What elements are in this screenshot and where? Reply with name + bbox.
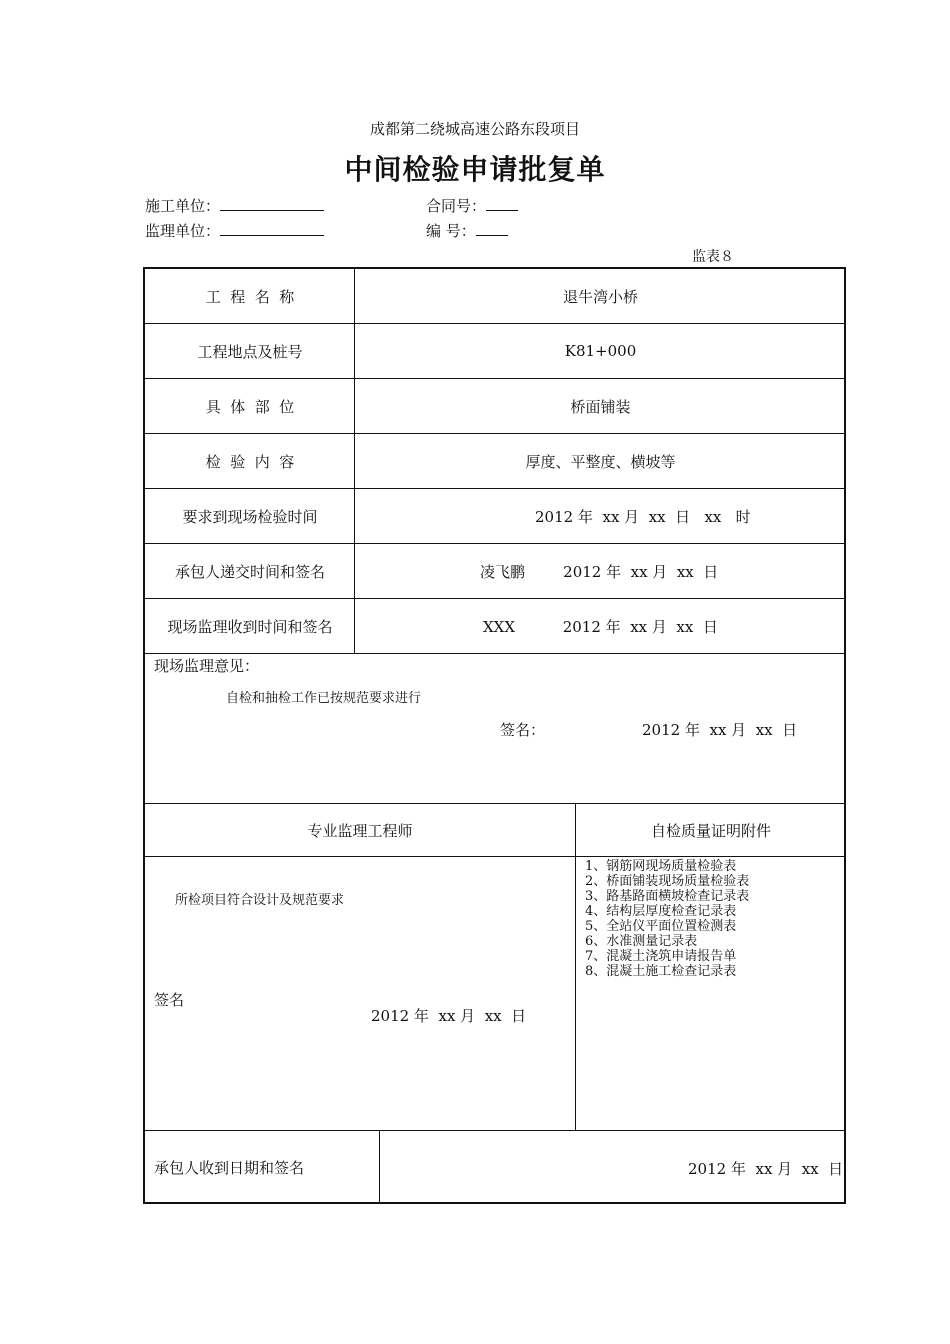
value-location[interactable]: K81+000	[564, 342, 637, 360]
label-part: 具 体 部 位	[205, 397, 295, 416]
form-number: 监表８	[692, 249, 734, 265]
label-inspection-time: 要求到现场检验时间	[182, 507, 318, 526]
site-opinion-text[interactable]: 自检和抽检工作已按规范要求进行	[226, 691, 422, 706]
value-part[interactable]: 桥面铺装	[570, 397, 631, 416]
attachments-list	[585, 859, 749, 979]
receipt-date[interactable]: 2012 年 xx 月 xx 日	[688, 1160, 844, 1178]
project-name: 成都第二绕城高速公路东段项目	[369, 120, 580, 138]
receipt-label: 承包人收到日期和签名	[154, 1159, 305, 1177]
engineer-header: 专业监理工程师	[307, 821, 413, 840]
value-content[interactable]: 厚度、平整度、横坡等	[525, 452, 676, 471]
contract-no-field	[426, 195, 518, 216]
approval-table	[143, 267, 846, 1204]
contractor-blank[interactable]	[220, 196, 324, 211]
attachment-item: 5、全站仪平面位置检测表	[585, 919, 737, 934]
contractor-label: 施工单位：	[145, 197, 221, 215]
attachment-item: 2、桥面铺装现场质量检验表	[585, 874, 750, 889]
row-divider	[145, 856, 844, 857]
label-location: 工程地点及桩号	[197, 342, 303, 361]
value-project-name[interactable]: 退牛湾小桥	[562, 287, 638, 306]
supervisor-field	[145, 220, 324, 241]
serial-no-label: 编 号：	[426, 222, 476, 240]
attachment-item: 6、水准测量记录表	[585, 934, 698, 949]
engineer-opinion[interactable]: 所检项目符合设计及规范要求	[175, 893, 345, 908]
serial-no-field	[426, 220, 508, 241]
form-title: 中间检验申请批复单	[344, 153, 606, 186]
attachment-item: 7、混凝土浇筑申请报告单	[585, 949, 737, 964]
site-opinion-label: 现场监理意见：	[154, 657, 260, 675]
value-submit-sign[interactable]: 凌飞鹏 2012 年 xx 月 xx 日	[480, 562, 719, 581]
contract-no-blank[interactable]	[486, 196, 518, 211]
contractor-field	[145, 195, 324, 216]
label-submit-sign: 承包人递交时间和签名	[174, 562, 325, 581]
engineer-sign-label: 签名	[154, 991, 185, 1009]
engineer-date[interactable]: 2012 年 xx 月 xx 日	[371, 1007, 527, 1025]
contract-no-label: 合同号：	[426, 197, 487, 215]
label-content: 检 验 内 容	[205, 452, 295, 471]
supervisor-blank[interactable]	[220, 221, 324, 236]
row-divider	[145, 653, 844, 654]
attachment-item: 1、钢筋网现场质量检验表	[585, 859, 737, 874]
supervisor-label: 监理单位：	[145, 222, 221, 240]
attachments-header: 自检质量证明附件	[650, 821, 771, 840]
label-project-name: 工 程 名 称	[205, 287, 295, 306]
site-opinion-date[interactable]: 2012 年 xx 月 xx 日	[642, 721, 798, 739]
attachment-item: 8、混凝土施工检查记录表	[585, 964, 737, 979]
serial-no-blank[interactable]	[476, 221, 508, 236]
attachment-item: 3、路基路面横坡检查记录表	[585, 889, 750, 904]
value-receive-sign[interactable]: XXX 2012 年 xx 月 xx 日	[483, 617, 718, 636]
value-inspection-time[interactable]: 2012 年 xx 月 xx 日 xx 时	[535, 507, 751, 526]
column-divider	[379, 1130, 380, 1204]
attachment-item: 4、结构层厚度检查记录表	[585, 904, 737, 919]
label-receive-sign: 现场监理收到时间和签名	[167, 617, 333, 636]
site-opinion-sign-label: 签名：	[500, 721, 546, 739]
